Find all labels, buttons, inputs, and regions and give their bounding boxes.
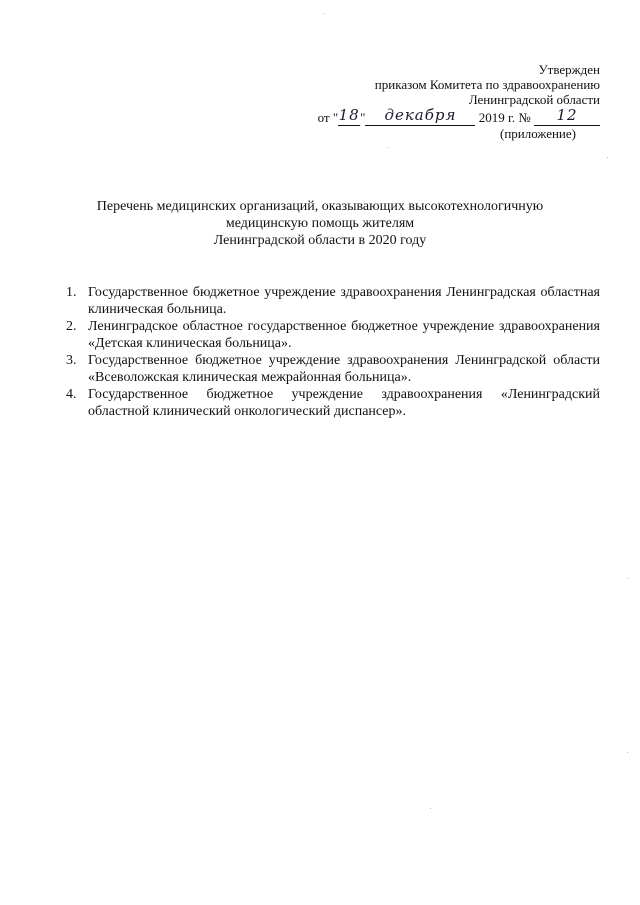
list-item-number: 2.	[66, 319, 77, 334]
list-item-text: Ленинградское областное государственное бюджетное учреждение здравоохранения «Детская клиническая больница».	[88, 319, 600, 351]
list-item-number: 4.	[66, 387, 77, 402]
list-item-text: Государственное бюджетное учреждение здравоохранения Ленинградская областная клиническая больница.	[88, 285, 600, 317]
approval-heading: Утвержден	[538, 62, 600, 77]
scan-speck	[387, 147, 388, 148]
scan-speck	[627, 578, 628, 579]
date-day: 18	[338, 106, 360, 124]
organization-list	[66, 284, 600, 420]
date-middle: "	[360, 110, 366, 125]
list-item-number: 1.	[66, 285, 77, 300]
list-item	[66, 352, 600, 386]
list-item	[66, 318, 600, 352]
date-day-blank	[338, 106, 360, 126]
date-year: 2019 г. №	[478, 110, 531, 125]
list-item-text: Государственное бюджетное учреждение здравоохранения «Ленинградский областной клинический онкологический диспансер».	[88, 387, 600, 419]
approval-region: Ленинградской области	[468, 92, 600, 107]
list-item-text: Государственное бюджетное учреждение здравоохранения Ленинградской области «Всеволожская клиническая межрайонная больница».	[88, 353, 600, 385]
document-title	[40, 198, 600, 249]
title-line-3: Ленинградской области в 2020 году	[213, 233, 427, 248]
scan-speck	[430, 808, 431, 809]
list-item	[66, 284, 600, 318]
scan-speck	[607, 157, 608, 158]
title-line-1: Перечень медицинских организаций, оказывающих высокотехнологичную	[96, 199, 544, 214]
approval-order: приказом Комитета по здравоохранению	[374, 77, 600, 92]
order-number-blank	[534, 106, 600, 126]
scan-speck	[323, 13, 324, 14]
list-item-number: 3.	[66, 353, 77, 368]
order-date-line	[270, 106, 600, 126]
date-prefix: от "	[317, 110, 339, 125]
date-month: декабря	[384, 106, 457, 124]
order-number: 12	[556, 106, 578, 124]
date-month-blank	[365, 106, 475, 126]
attachment-label: (приложение)	[499, 126, 576, 141]
scan-speck	[627, 752, 628, 753]
approval-stamp	[270, 62, 600, 107]
title-line-2: медицинскую помощь жителям	[225, 216, 415, 231]
list-item	[66, 386, 600, 420]
